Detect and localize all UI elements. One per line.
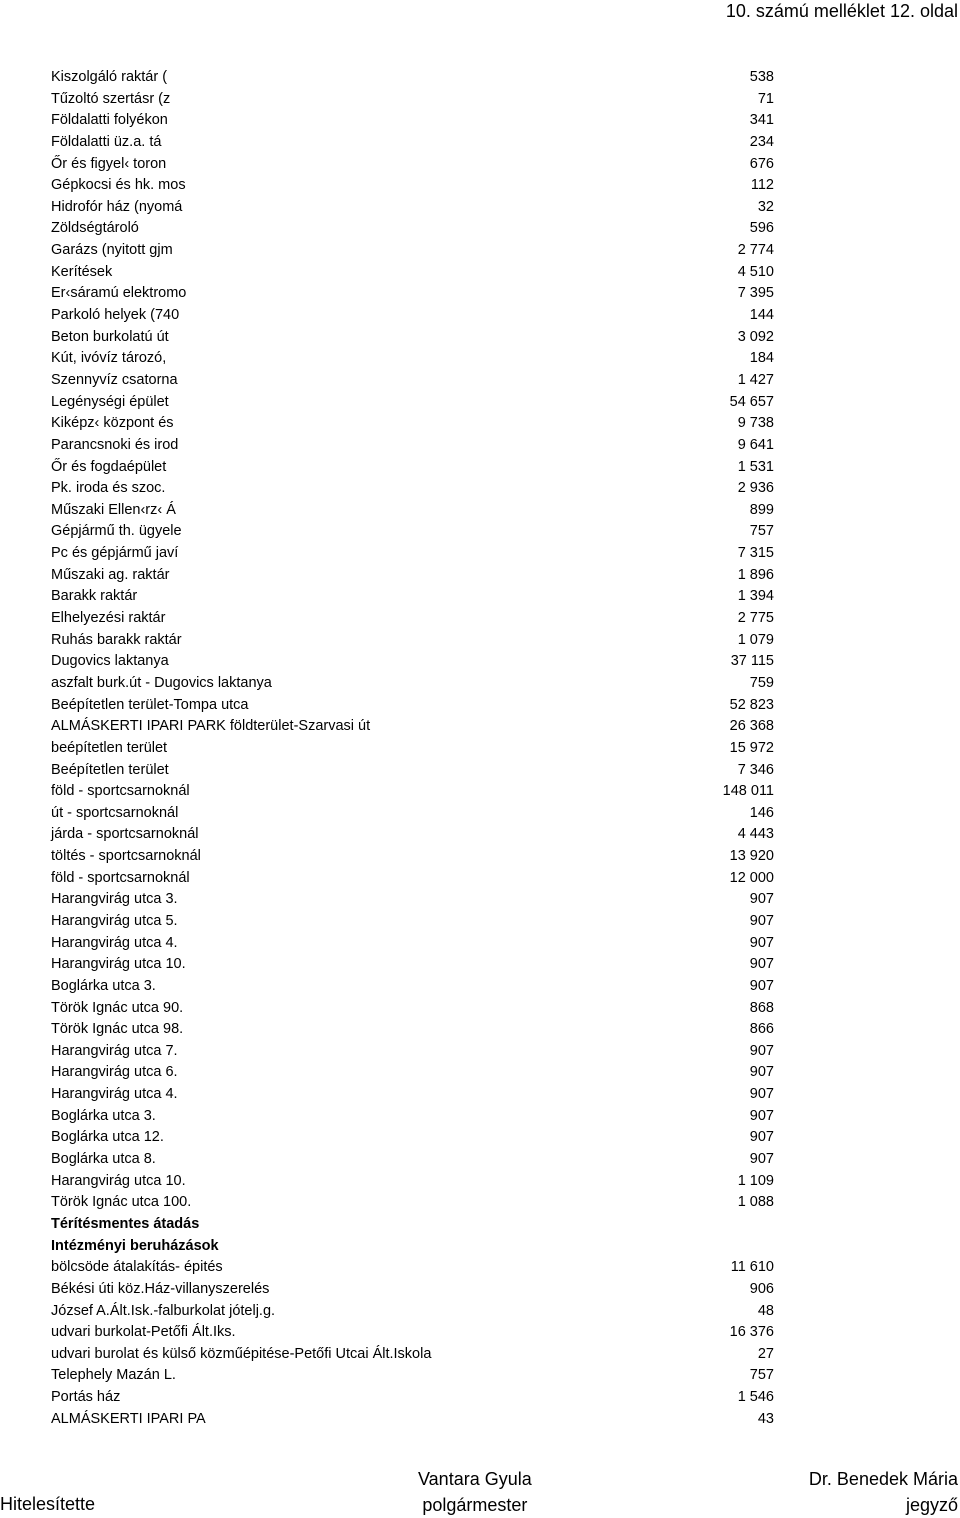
item-label: Boglárka utca 3. [51,977,156,994]
item-value: 866 [749,1021,774,1038]
list-item [51,1322,774,1344]
list-item [51,716,774,738]
item-label: járda - sportcsarnoknál [51,826,199,843]
item-label: Kiszolgáló raktár ( [51,69,168,85]
item-label: Őr és figyel‹ toron [51,155,167,172]
item-label: udvari burolat és külső közműépitése-Petőfi Utcai Ált.Iskola [51,1345,432,1362]
item-label: Boglárka utca 3. [51,1107,156,1124]
list-item [51,521,774,543]
list-item [51,110,774,132]
item-value: 1 896 [737,566,774,583]
list-item [51,1387,774,1409]
item-label: Harangvirág utca 4. [51,1086,178,1103]
item-label: Török Ignác utca 90. [51,999,184,1016]
asset-list [51,67,774,1430]
item-label: Ruhás barakk raktár [51,631,182,648]
item-value: 868 [749,999,774,1016]
list-item [51,1106,774,1128]
item-label: Telephely Mazán L. [51,1367,176,1384]
mayor-name: Vantara Gyula [418,1469,532,1489]
list-item [51,760,774,782]
item-label: Pc és gépjármű javí [51,545,179,562]
list-item [51,630,774,652]
item-value: 907 [749,891,774,908]
item-label: Beépítetlen terület [51,761,169,778]
item-value: 144 [749,307,774,324]
item-value: 907 [749,956,774,973]
item-value: 3 092 [737,328,774,345]
list-item [51,911,774,933]
list-item [51,543,774,565]
list-item [51,889,774,911]
item-label: Földalatti üz.a. tá [51,133,162,150]
certified-by-label: Hitelesítette [0,1494,96,1514]
item-label: töltés - sportcsarnoknál [51,848,201,865]
item-label: József A.Ált.Isk.-falburkolat jótelj.g. [51,1302,276,1319]
list-item [51,846,774,868]
item-label: Parkoló helyek (740 [51,307,180,324]
item-value: 184 [749,350,774,367]
item-value: 52 823 [729,696,774,713]
item-value: 907 [749,1151,774,1168]
item-value: 27 [757,1345,774,1362]
list-item [51,1062,774,1084]
list-item [51,197,774,219]
list-item [51,435,774,457]
list-item [51,565,774,587]
item-label: Harangvirág utca 7. [51,1042,178,1059]
item-value: 2 775 [737,610,774,627]
list-item [51,305,774,327]
item-label: út - sportcsarnoknál [51,804,179,821]
list-item [51,348,774,370]
item-value: 112 [750,177,774,194]
item-label: Zöldségtároló [51,220,139,237]
list-item [51,1301,774,1323]
mayor-title: polgármester [422,1495,528,1515]
list-item [51,586,774,608]
list-item [51,67,774,89]
item-value: 148 011 [722,783,774,800]
list-item [51,1084,774,1106]
list-item [51,1019,774,1041]
item-value: 13 920 [729,848,774,865]
item-value: 43 [757,1410,774,1427]
item-label: Műszaki ag. raktár [51,566,170,583]
item-value: 1 088 [737,1194,774,1211]
list-item [51,1236,774,1258]
list-item [51,370,774,392]
item-value: 757 [749,523,774,540]
item-value: 907 [749,1042,774,1059]
item-label: ALMÁSKERTI IPARI PA [51,1410,206,1427]
item-label: ALMÁSKERTI IPARI PARK földterület-Szarvasi út [51,718,371,735]
mayor-signature-block [418,1466,532,1518]
item-label: Földalatti folyékon [51,112,168,129]
item-label: Harangvirág utca 5. [51,912,178,929]
list-item [51,283,774,305]
item-value: 1 531 [737,458,774,475]
list-item [51,240,774,262]
list-item [51,933,774,955]
item-label: bölcsöde átalakítás- épités [51,1259,223,1276]
item-value: 676 [749,155,774,172]
item-value: 907 [749,934,774,951]
list-item [51,781,774,803]
item-label: Er‹sáramú elektromo [51,285,187,302]
item-label: Harangvirág utca 6. [51,1064,178,1081]
notary-title: jegyző [905,1495,958,1515]
notary-name: Dr. Benedek Mária [808,1469,958,1489]
item-value: 2 936 [737,480,774,497]
item-value: 32 [757,198,774,215]
item-value: 907 [749,1064,774,1081]
list-item [51,457,774,479]
list-item [51,998,774,1020]
item-label: Garázs (nyitott gjm [51,242,173,259]
list-item [51,868,774,890]
item-label: Legénységi épület [51,393,169,410]
item-label: Szennyvíz csatorna [51,371,178,388]
item-value: 907 [749,1129,774,1146]
list-item [51,651,774,673]
item-label: Török Ignác utca 100. [51,1194,192,1211]
list-item [51,1409,774,1431]
list-item [51,1041,774,1063]
list-item [51,954,774,976]
list-item [51,154,774,176]
item-label: Kerítések [51,263,113,280]
list-item [51,1344,774,1366]
item-value: 71 [757,90,774,107]
item-value: 907 [749,977,774,994]
list-item [51,673,774,695]
item-label: Beton burkolatú út [51,328,169,345]
item-value: 146 [749,804,774,821]
item-value: 12 000 [729,869,774,886]
item-value: 4 510 [737,263,774,280]
item-label: föld - sportcsarnoknál [51,869,190,886]
item-label: Harangvirág utca 10. [51,1172,186,1189]
item-label: Kiképz‹ központ és [51,415,174,432]
item-label: Gépjármű th. ügyele [51,523,182,540]
item-label: Kút, ivóvíz tározó, [51,350,167,367]
item-value: 907 [749,912,774,929]
item-label: Harangvirág utca 4. [51,934,178,951]
item-value: 1 546 [737,1389,774,1406]
item-value: 596 [749,220,774,237]
item-value: 2 774 [737,242,774,259]
item-value: 907 [749,1107,774,1124]
item-label: Tűzoltó szertásr (z [51,90,171,107]
list-item [51,500,774,522]
item-label: Dugovics laktanya [51,653,169,670]
item-label: Őr és fogdaépület [51,458,167,475]
list-item [51,1214,774,1236]
item-label: beépítetlen terület [51,739,168,756]
list-item [51,175,774,197]
item-label: udvari burkolat-Petőfi Ált.Iks. [51,1324,236,1341]
list-item [51,803,774,825]
item-value: 757 [749,1367,774,1384]
signature-footer [0,1466,960,1518]
list-item [51,1171,774,1193]
item-value: 899 [749,501,774,518]
list-item [51,89,774,111]
item-value: 1 427 [737,371,774,388]
item-label: Boglárka utca 8. [51,1151,156,1168]
item-label: Térítésmentes átadás [51,1215,200,1232]
list-item [51,824,774,846]
item-label: Parancsnoki és irod [51,436,179,453]
list-item [51,218,774,240]
item-value: 48 [757,1302,774,1319]
item-value: 759 [749,674,774,691]
item-label: Török Ignác utca 98. [51,1021,184,1038]
item-label: Barakk raktár [51,588,138,605]
page-header: 10. számú melléklet 12. oldal [725,1,958,21]
item-value: 7 346 [737,761,774,778]
item-label: Műszaki Ellen‹rz‹ Á [51,501,176,518]
item-value: 1 079 [737,631,774,648]
item-value: 907 [749,1086,774,1103]
item-value: 54 657 [729,393,774,410]
list-item [51,1149,774,1171]
item-value: 906 [749,1280,774,1297]
item-label: Portás ház [51,1389,121,1406]
item-label: Boglárka utca 12. [51,1129,164,1146]
item-label: föld - sportcsarnoknál [51,783,190,800]
item-value: 341 [749,112,774,129]
list-item [51,478,774,500]
item-value: 1 394 [737,588,774,605]
item-value: 9 641 [737,436,774,453]
item-value: 538 [749,69,774,85]
list-item [51,392,774,414]
item-label: Beépítetlen terület-Tompa utca [51,696,249,713]
item-label: Intézményi beruházások [51,1237,219,1254]
item-label: aszfalt burk.út - Dugovics laktanya [51,674,272,691]
item-value: 11 610 [730,1259,774,1276]
list-item [51,132,774,154]
item-value: 234 [749,133,774,150]
item-value: 26 368 [729,718,774,735]
item-label: Harangvirág utca 10. [51,956,186,973]
list-item [51,1192,774,1214]
list-item [51,1365,774,1387]
item-value: 16 376 [729,1324,774,1341]
item-label: Pk. iroda és szoc. [51,480,166,497]
list-item [51,738,774,760]
list-item [51,1127,774,1149]
item-label: Hidrofór ház (nyomá [51,198,183,215]
item-value: 7 315 [737,545,774,562]
item-label: Elhelyezési raktár [51,610,166,627]
list-item [51,413,774,435]
item-value: 4 443 [737,826,774,843]
item-value: 9 738 [737,415,774,432]
list-item [51,608,774,630]
list-item [51,327,774,349]
item-value: 1 109 [737,1172,774,1189]
notary-signature-block [809,1466,958,1518]
item-value: 37 115 [730,653,774,670]
item-value: 7 395 [737,285,774,302]
list-item [51,1257,774,1279]
list-item [51,976,774,998]
item-label: Harangvirág utca 3. [51,891,178,908]
item-value: 15 972 [729,739,774,756]
list-item [51,262,774,284]
item-label: Békési úti köz.Ház-villanyszerelés [51,1280,270,1297]
item-label: Gépkocsi és hk. mos [51,177,186,194]
list-item [51,695,774,717]
list-item [51,1279,774,1301]
